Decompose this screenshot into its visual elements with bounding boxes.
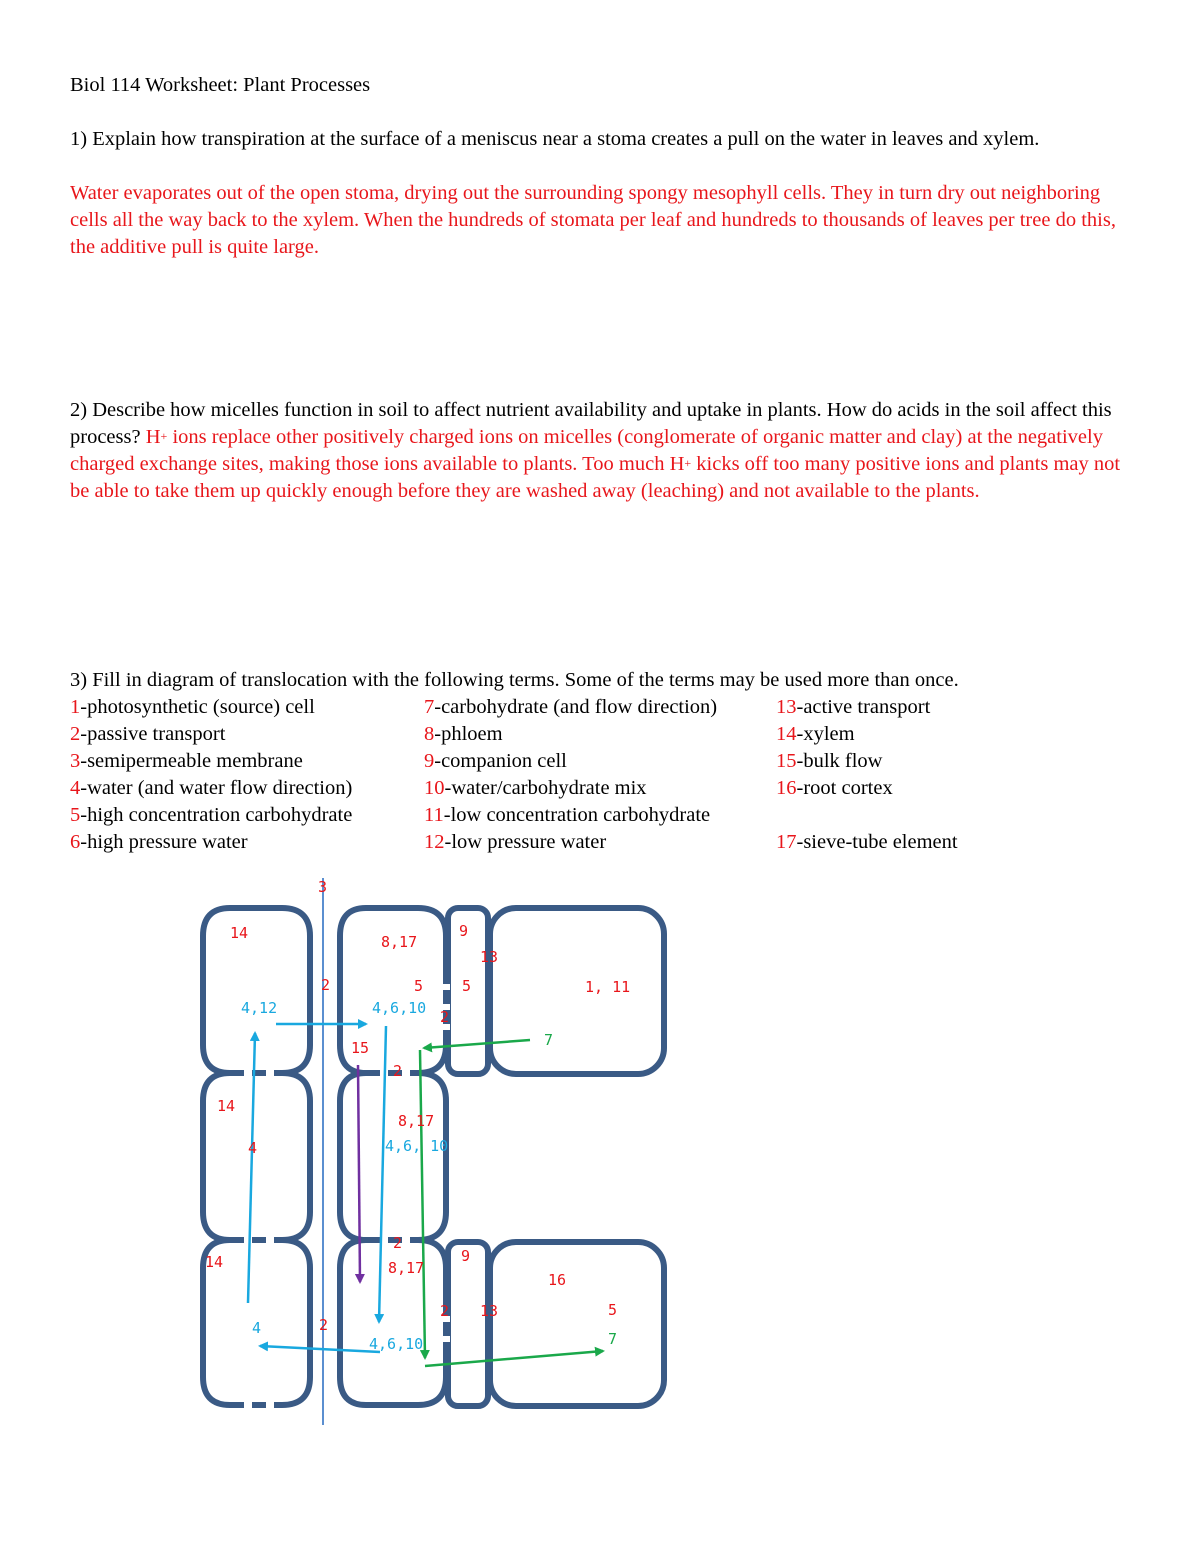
label-xylem-bot: 14 (205, 1253, 224, 1271)
label-source-arrow: 7 (544, 1031, 554, 1049)
label-xylem-mid-arrow: 4 (248, 1139, 258, 1157)
label-passive-top: 2 (321, 976, 331, 994)
carb-arrow-to-root (425, 1351, 603, 1366)
question-3: 3) Fill in diagram of translocation with the following terms. Some of the terms may be used more than once. (70, 669, 959, 691)
label-xylem-top-content: 4,12 (241, 999, 278, 1017)
companion-cell-bot (448, 1242, 488, 1406)
term-2: 2-passive transport (70, 723, 226, 745)
term-16: 16-root cortex (776, 777, 893, 799)
source-cell (490, 908, 664, 1074)
question-1: 1) Explain how transpiration at the surface of a meniscus near a stoma creates a pull on the water in leaves and xylem. (70, 128, 1040, 150)
label-passive-bot: 2 (319, 1316, 329, 1334)
answer-1: Water evaporates out of the open stoma, drying out the surrounding spongy mesophyll cells. They in turn dry out neighboring cells all the way back to the xylem. When the hundreds of stomata per leaf and hundreds to thousands of leaves per tree do this, the additive pull is quite large. (70, 182, 1116, 258)
label-root-cortex: 16 (548, 1271, 567, 1289)
label-xylem-mid: 14 (217, 1097, 236, 1115)
term-3: 3-semipermeable membrane (70, 750, 303, 772)
root-cortex-cell (490, 1242, 664, 1406)
term-8: 8-phloem (424, 723, 503, 745)
label-companion-bot-2: 2 (440, 1302, 450, 1320)
label-companion-top: 9 (459, 922, 469, 940)
label-companion-bot: 9 (461, 1247, 471, 1265)
label-active-bot: 13 (480, 1302, 499, 1320)
label-phloem-top-5: 5 (414, 977, 424, 995)
worksheet-title: Biol 114 Worksheet: Plant Processes (70, 74, 371, 96)
carb-arrow-phloem-down (420, 1050, 425, 1358)
term-12: 12-low pressure water (424, 831, 607, 853)
term-5: 5-high concentration carbohydrate (70, 804, 353, 826)
term-14: 14-xylem (776, 723, 855, 745)
term-17: 17-sieve-tube element (776, 831, 958, 853)
label-phloem-mid: 8,17 (398, 1112, 435, 1130)
term-1: 1-photosynthetic (source) cell (70, 696, 315, 718)
term-4: 4-water (and water flow direction) (70, 777, 353, 799)
term-6: 6-high pressure water (70, 831, 248, 853)
term-15: 15-bulk flow (776, 750, 883, 772)
xylem-cell-top (203, 908, 310, 1073)
label-phloem-top: 8,17 (381, 933, 418, 951)
label-active-top: 13 (480, 948, 499, 966)
carb-arrow-source-in (424, 1040, 530, 1048)
label-root-arrow: 7 (608, 1330, 618, 1348)
term-10: 10-water/carbohydrate mix (424, 777, 647, 799)
term-9: 9-companion cell (424, 750, 567, 772)
label-companion-top-5: 5 (462, 977, 472, 995)
label-xylem-bot-content: 4 (252, 1319, 262, 1337)
label-membrane: 3 (318, 878, 328, 896)
label-sieve-plate-top: 2 (393, 1062, 403, 1080)
answer-2: H+ ions replace other positively charged ions on micelles (conglomerate of organic matter and clay) at the negatively charged exchange sites, making those ions available to plants. Too much H+ kicks off too many positive ions and plants may not be able to take them up quickly enough before they are washed away (leaching) and not available to the plants. (70, 426, 1121, 502)
water-arrow-xylem-up (248, 1033, 258, 1303)
label-phloem-bot-content: 4,6,10 (369, 1335, 424, 1353)
phloem-cell-mid (340, 1073, 449, 1240)
label-phloem-mid-content: 4,6, 10 (385, 1137, 449, 1155)
water-arrow-phloem-to-xylem (260, 1346, 380, 1352)
label-phloem-top-content: 4,6,10 (372, 999, 427, 1017)
label-phloem-bot: 8,17 (388, 1259, 425, 1277)
label-companion-top-2: 2 (440, 1008, 450, 1026)
term-7: 7-carbohydrate (and flow direction) (424, 696, 718, 718)
term-13: 13-active transport (776, 696, 931, 718)
question-2-text: 2) Describe how micelles function in soil to affect nutrient availability and uptake in plants. How do acids in the soil affect this process? (70, 399, 1112, 448)
label-source-cell: 1, 11 (585, 978, 631, 996)
label-root-5: 5 (608, 1301, 618, 1319)
label-xylem-top: 14 (230, 924, 249, 942)
label-bulk-flow: 15 (351, 1039, 370, 1057)
water-arrow-phloem-down (379, 1026, 386, 1322)
term-11: 11-low concentration carbohydrate (424, 804, 711, 826)
label-sieve-plate-bot: 2 (393, 1234, 403, 1252)
bulk-flow-arrow (358, 1065, 360, 1282)
